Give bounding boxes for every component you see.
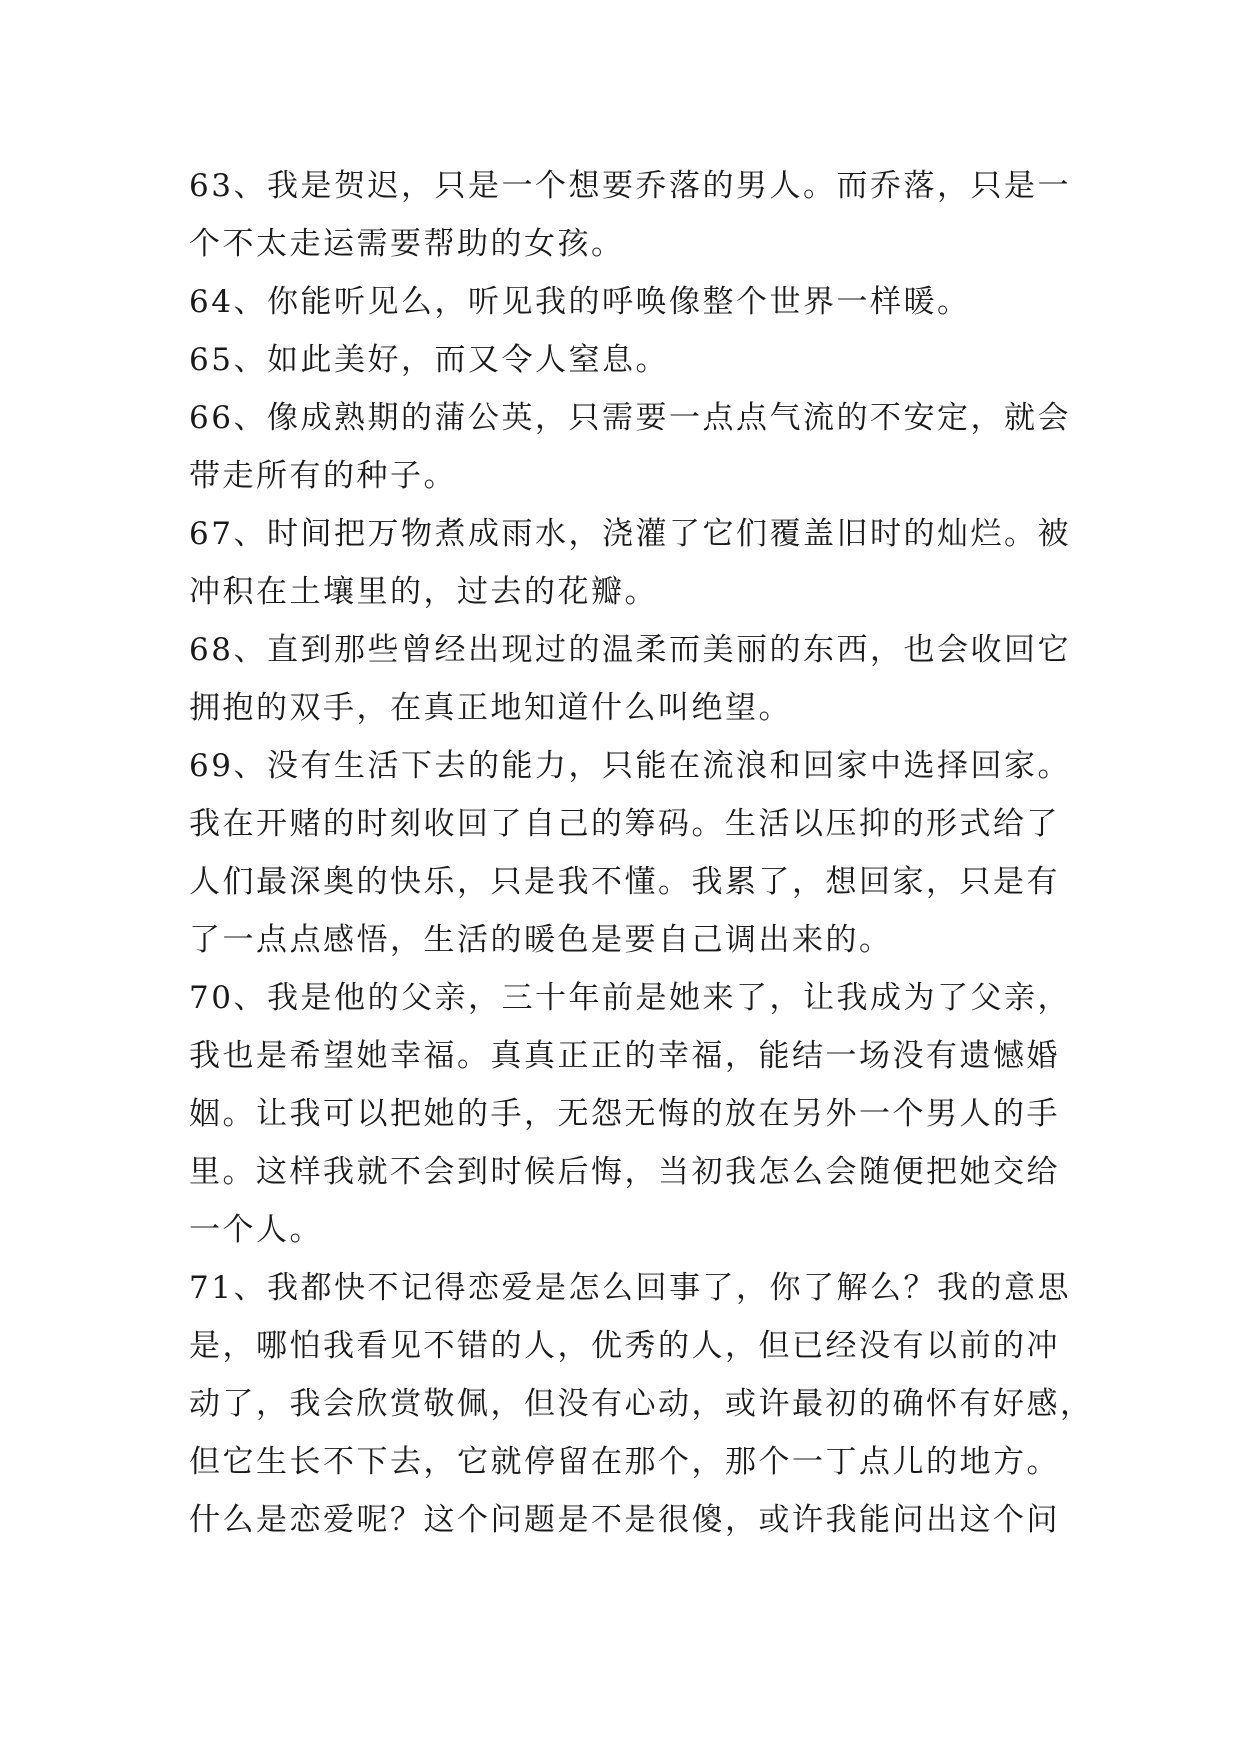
text-line: 68、直到那些曾经出现过的温柔而美丽的东西，也会收回它 bbox=[189, 632, 1071, 668]
text-line: 个不太走运需要帮助的女孩。 bbox=[189, 226, 625, 262]
document-body bbox=[189, 157, 1094, 1549]
text-line: 65、如此美好，而又令人窒息。 bbox=[189, 342, 669, 378]
text-line: 了一点点感悟，生活的暖色是要自己调出来的。 bbox=[189, 922, 893, 958]
text-line: 71、我都快不记得恋爱是怎么回事了，你了解么？我的意思 bbox=[189, 1270, 1071, 1306]
text-line: 66、像成熟期的蒲公英，只需要一点点气流的不安定，就会 bbox=[189, 400, 1071, 436]
text-line: 我也是希望她幸福。真真正正的幸福，能结一场没有遗憾婚 bbox=[189, 1038, 1060, 1074]
text-line: 63、我是贺迟，只是一个想要乔落的男人。而乔落，只是一 bbox=[189, 168, 1071, 204]
text-line: 冲积在土壤里的，过去的花瓣。 bbox=[189, 574, 658, 610]
text-line: 我在开赌的时刻收回了自己的筹码。生活以压抑的形式给了 bbox=[189, 806, 1060, 842]
text-line: 人们最深奥的快乐，只是我不懂。我累了，想回家，只是有 bbox=[189, 864, 1060, 900]
text-line: 是，哪怕我看见不错的人，优秀的人，但已经没有以前的冲 bbox=[189, 1328, 1060, 1364]
text-line: 70、我是他的父亲，三十年前是她来了，让我成为了父亲， bbox=[189, 980, 1071, 1016]
text-line: 但它生长不下去，它就停留在那个，那个一丁点儿的地方。 bbox=[189, 1444, 1060, 1480]
text-line: 里。这样我就不会到时候后悔，当初我怎么会随便把她交给 bbox=[189, 1154, 1060, 1190]
text-line: 64、你能听见么，听见我的呼唤像整个世界一样暖。 bbox=[189, 284, 971, 320]
text-line: 69、没有生活下去的能力，只能在流浪和回家中选择回家。 bbox=[189, 748, 1071, 784]
text-line: 带走所有的种子。 bbox=[189, 458, 457, 494]
text-line: 拥抱的双手，在真正地知道什么叫绝望。 bbox=[189, 690, 792, 726]
text-line: 67、时间把万物煮成雨水，浇灌了它们覆盖旧时的灿烂。被 bbox=[189, 516, 1071, 552]
text-line: 一个人。 bbox=[189, 1212, 323, 1248]
text-line: 动了，我会欣赏敬佩，但没有心动，或许最初的确怀有好感， bbox=[189, 1386, 1094, 1422]
text-line: 什么是恋爱呢？这个问题是不是很傻，或许我能问出这个问 bbox=[189, 1502, 1060, 1538]
text-line: 姻。让我可以把她的手，无怨无悔的放在另外一个男人的手 bbox=[189, 1096, 1060, 1132]
